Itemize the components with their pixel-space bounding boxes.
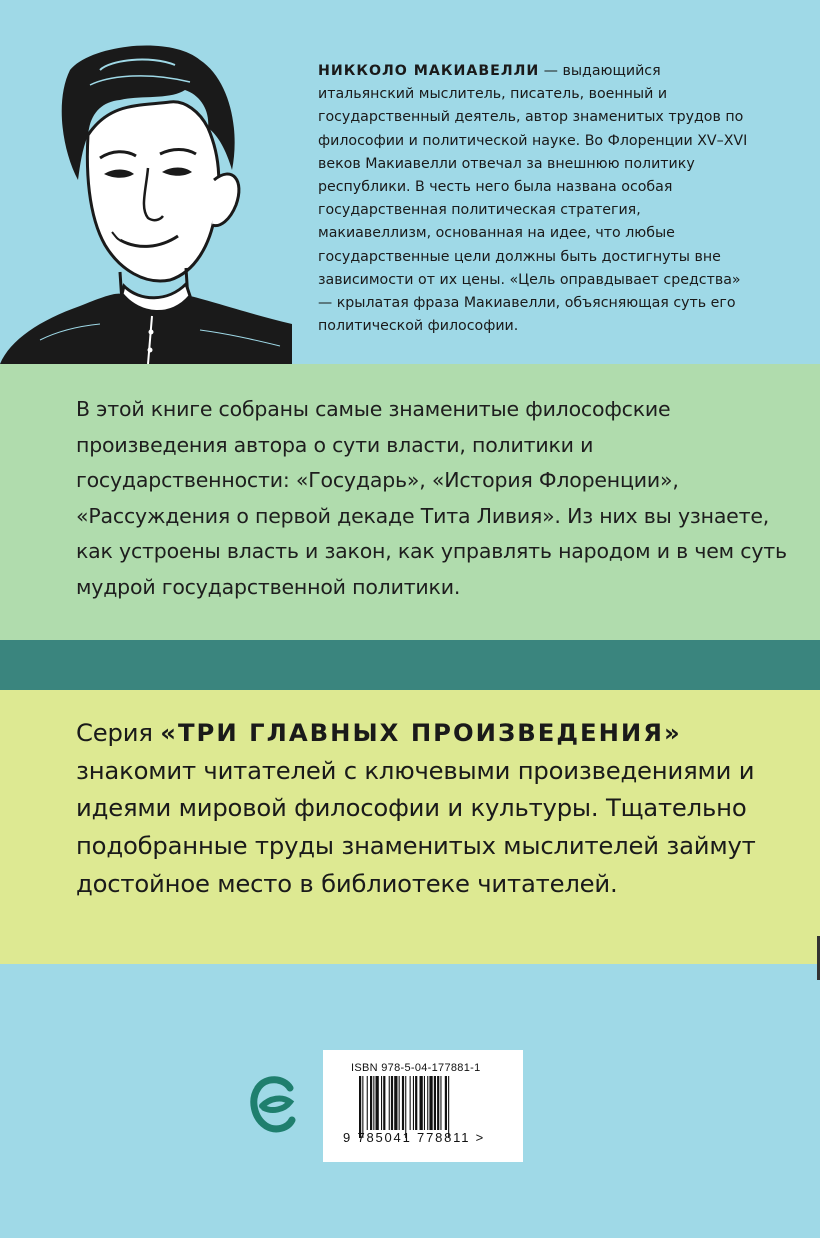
- book-description: В этой книге собраны самые знаменитые философские произведения автора о сути власти, политики и государственности: «Государь», «История Флоренции», «Рассуждения о первой декаде Тита Ливия». Из них вы узнаете, как устроены власть и закон, как управлять народом и в чем суть мудрой государственной политики.: [76, 397, 787, 599]
- barcode-digits: 9 785041 778811 >: [343, 1130, 486, 1145]
- isbn-label: ISBN 978-5-04-177881-1: [351, 1062, 481, 1074]
- author-bio-text: — выдающийся итальянский мыслитель, писатель, военный и государственный деятель, автор знаменитых трудов по философии и политической науке. Во Флоренции XV–XVI веков Макиавелли отвечал за внешнюю политику республики. В честь него была названа особая государственная политическая стратегия, макиавеллизм, основанная на идее, что любые государственные цели должны быть достигнуты вне зависимости от их цены. «Цель оправдывает средства» — крылатая фраза Макиавелли, объясняющая суть его политической философии.: [318, 63, 748, 335]
- author-bio: [318, 60, 758, 338]
- teal-divider-band: [0, 640, 820, 690]
- series-description: [76, 714, 786, 903]
- series-text: знакомит читателей с ключевыми произведениями и идеями мировой философии и культуры. Тщательно подобранные труды знаменитых мыслителей займут достойное место в библиотеке читателей.: [76, 755, 756, 898]
- series-close-quote: »: [663, 718, 682, 747]
- barcode-box: [323, 1050, 523, 1162]
- author-name: НИККОЛО МАКИАВЕЛЛИ: [318, 63, 540, 79]
- series-open-quote: «: [160, 718, 178, 747]
- series-prefix: Серия: [76, 718, 161, 747]
- publisher-logo-icon: [250, 1074, 296, 1136]
- portrait-illustration: [0, 40, 292, 364]
- series-name: ТРИ ГЛАВНЫХ ПРОИЗВЕДЕНИЯ: [177, 718, 664, 747]
- barcode-icon: [359, 1076, 507, 1138]
